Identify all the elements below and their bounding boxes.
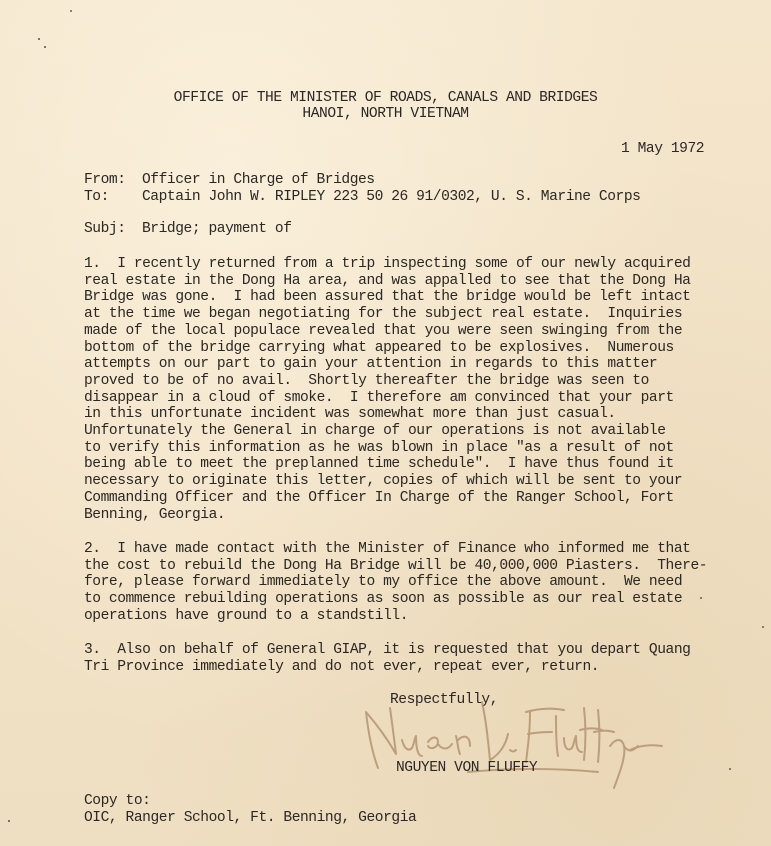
from-label: From:	[84, 172, 126, 188]
signer-name: NGUYEN VON FLUFFY	[396, 760, 538, 776]
paragraph-line: at the time we began negotiating for the subject real estate. Inquiries	[84, 306, 683, 323]
paragraph-line: necessary to originate this letter, copies of which will be sent to your	[84, 473, 683, 490]
paper-speck	[8, 820, 10, 822]
to-value: Captain John W. RIPLEY 223 50 26 91/0302, U. S. Marine Corps	[142, 189, 641, 205]
closing-salutation: Respectfully,	[390, 692, 498, 708]
handwritten-signature	[358, 690, 668, 800]
paragraph-line: operations have ground to a standstill.	[84, 607, 408, 624]
paragraph-line: Benning, Georgia.	[84, 506, 226, 523]
body-paragraph-1	[84, 256, 690, 523]
from-value: Officer in Charge of Bridges	[142, 172, 375, 188]
paragraph-line: proved to be of no avail. Shortly thereafter the bridge was seen to	[84, 372, 649, 389]
paper-speck	[729, 768, 731, 770]
paragraph-line: Commanding Officer and the Officer In Charge of the Ranger School, Fort	[84, 489, 674, 506]
paragraph-line: 3. Also on behalf of General GIAP, it is requested that you depart Quang	[84, 642, 691, 658]
paragraph-line: real estate in the Dong Ha area, and was appalled to see that the Dong Ha	[84, 272, 691, 289]
paragraph-line: fore, please forward immediately to my office the above amount. We need	[84, 574, 683, 591]
paragraph-line: being able to meet the preplanned time schedule". I have thus found it	[84, 456, 674, 473]
letter-date: 1 May 1972	[621, 141, 705, 157]
subject-label: Subj:	[84, 221, 126, 237]
copy-to-recipient: OIC, Ranger School, Ft. Benning, Georgia	[84, 810, 417, 826]
copy-to-label: Copy to:	[84, 793, 151, 809]
paragraph-line: disappear in a cloud of smoke. I therefore am convinced that your part	[84, 389, 674, 406]
body-paragraph-3	[84, 642, 690, 675]
paragraph-line: to commence rebuilding operations as soon as possible as our real estate	[84, 591, 683, 608]
paper-speck	[38, 38, 40, 40]
paper-speck	[44, 46, 46, 48]
paragraph-line: to verify this information as he was blown in place "as a result of not	[84, 439, 674, 456]
letterhead-location: HANOI, NORTH VIETNAM	[302, 106, 469, 122]
paper-speck	[762, 626, 764, 628]
letterhead-title: OFFICE OF THE MINISTER OF ROADS, CANALS AND BRIDGES	[173, 90, 598, 106]
paragraph-line: 1. I recently returned from a trip inspecting some of our newly acquired	[84, 256, 691, 272]
to-label: To:	[84, 189, 109, 205]
paper-speck	[70, 10, 72, 12]
paragraph-line: made of the local populace revealed that you were seen swinging from the	[84, 322, 683, 339]
paragraph-line: attempts on our part to gain your attention in regards to this matter	[84, 356, 658, 373]
paragraph-line: in this unfortunate incident was somewhat more than just casual.	[84, 406, 616, 423]
paragraph-line: the cost to rebuild the Dong Ha Bridge will be 40,000,000 Piasters. There-	[84, 557, 708, 574]
paragraph-line: Tri Province immediately and do not ever, repeat ever, return.	[84, 658, 600, 675]
paragraph-line: Bridge was gone. I had been assured that the bridge would be left intact	[84, 289, 691, 306]
subject-value: Bridge; payment of	[142, 221, 292, 237]
paragraph-line: 2. I have made contact with the Minister of Finance who informed me that	[84, 541, 691, 557]
body-paragraph-2	[84, 541, 707, 625]
paragraph-line: Unfortunately the General in charge of our operations is not available	[84, 423, 666, 440]
paragraph-line: bottom of the bridge carrying what appeared to be explosives. Numerous	[84, 339, 674, 356]
